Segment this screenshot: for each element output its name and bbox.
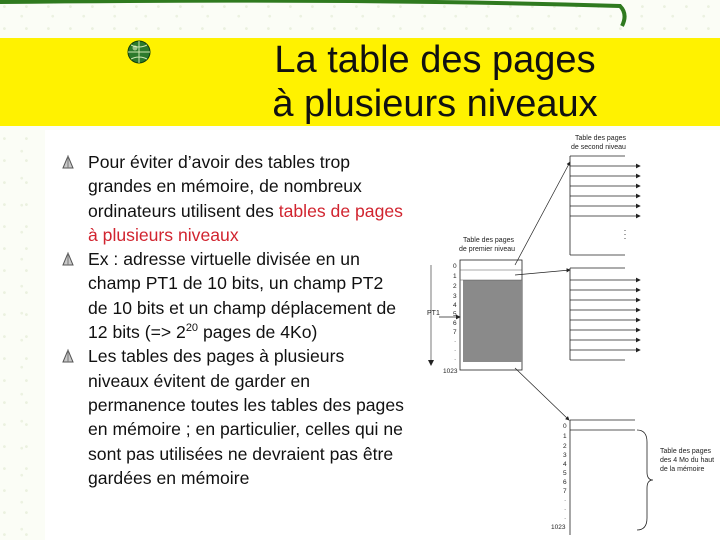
slide-title — [200, 38, 670, 126]
bullet-item-3 — [60, 344, 405, 490]
globe-icon — [127, 40, 151, 64]
second-level-index-8: · — [564, 497, 567, 504]
page-table-diagram — [425, 130, 720, 540]
bullet-item-1 — [60, 150, 405, 247]
bullet-2-text-after: pages de 4Ko) — [198, 322, 318, 343]
bullet-2-text: Ex : adresse virtuelle divisée en un champ PT1 de 10 bits, un champ PT2 de 10 bits et un champ déplacement de 12 bits (=> 2 — [88, 249, 397, 343]
second-level-index-4: 4 — [563, 461, 567, 468]
brace-label-1: Table des pages — [660, 448, 711, 455]
first-level-index-0: 0 — [453, 263, 457, 270]
first-level-table — [460, 260, 522, 370]
top-second-level-table — [570, 156, 640, 255]
bottom-second-level-table — [570, 420, 635, 535]
first-level-index-4: 4 — [453, 302, 457, 309]
first-level-label-2: de premier niveau — [459, 246, 516, 253]
bullet-icon — [60, 154, 76, 170]
brace — [637, 430, 653, 530]
first-level-index-10: · — [454, 356, 457, 363]
bullet-icon — [60, 348, 76, 364]
top-decorative-curve — [0, 0, 720, 40]
bullet-2-superscript: 20 — [185, 322, 199, 335]
title-line-2: à plusieurs niveaux — [272, 83, 598, 125]
second-level-index-0: 0 — [563, 423, 567, 430]
first-level-index-3: 3 — [453, 293, 457, 300]
middle-second-level-table — [570, 268, 640, 360]
bullet-1-highlight: tables de pages à plusieurs niveaux — [88, 200, 403, 245]
bullet-list — [60, 150, 405, 490]
bullet-1-text: Pour éviter d’avoir des tables trop grandes en mémoire, de nombreux ordinateurs utilisent des — [88, 152, 362, 221]
pt1-label: PT1 — [427, 310, 440, 317]
first-level-index-2: 2 — [453, 283, 457, 290]
second-level-index-2: 2 — [563, 443, 567, 450]
first-level-last-index: 1023 — [443, 368, 458, 375]
second-level-index-10: · — [564, 515, 567, 522]
second-level-last-index: 1023 — [551, 524, 566, 531]
title-line-1: La table des pages — [274, 39, 596, 81]
brace-label-3: de la mémoire — [660, 466, 705, 473]
second-level-index-1: 1 — [563, 433, 567, 440]
first-level-index-8: · — [454, 338, 457, 345]
bullet-icon — [60, 251, 76, 267]
second-level-index-5: 5 — [563, 470, 567, 477]
first-level-index-1: 1 — [453, 273, 457, 280]
first-level-arrows — [515, 162, 570, 420]
top-table-label-1: Table des pages — [575, 135, 626, 142]
second-level-index-9: · — [564, 506, 567, 513]
first-level-index-9: · — [454, 347, 457, 354]
first-level-label-1: Table des pages — [463, 237, 514, 244]
brace-label-2: des 4 Mo du haut — [660, 457, 715, 464]
second-level-index-7: 7 — [563, 488, 567, 495]
second-level-index-6: 6 — [563, 479, 567, 486]
top-table-label-2: de second niveau — [571, 144, 626, 151]
bullet-item-2 — [60, 247, 405, 344]
first-level-index-5: 5 — [453, 311, 457, 318]
first-level-index-6: 6 — [453, 320, 457, 327]
second-level-index-3: 3 — [563, 452, 567, 459]
bullet-3-text: Les tables des pages à plusieurs niveaux évitent de garder en permanence toutes les tables des pages en mémoire ; en particulier, celles qui ne sont pas utilisées ne devraient pas être gardées en mémoire — [88, 346, 404, 488]
first-level-index-7: 7 — [453, 329, 457, 336]
